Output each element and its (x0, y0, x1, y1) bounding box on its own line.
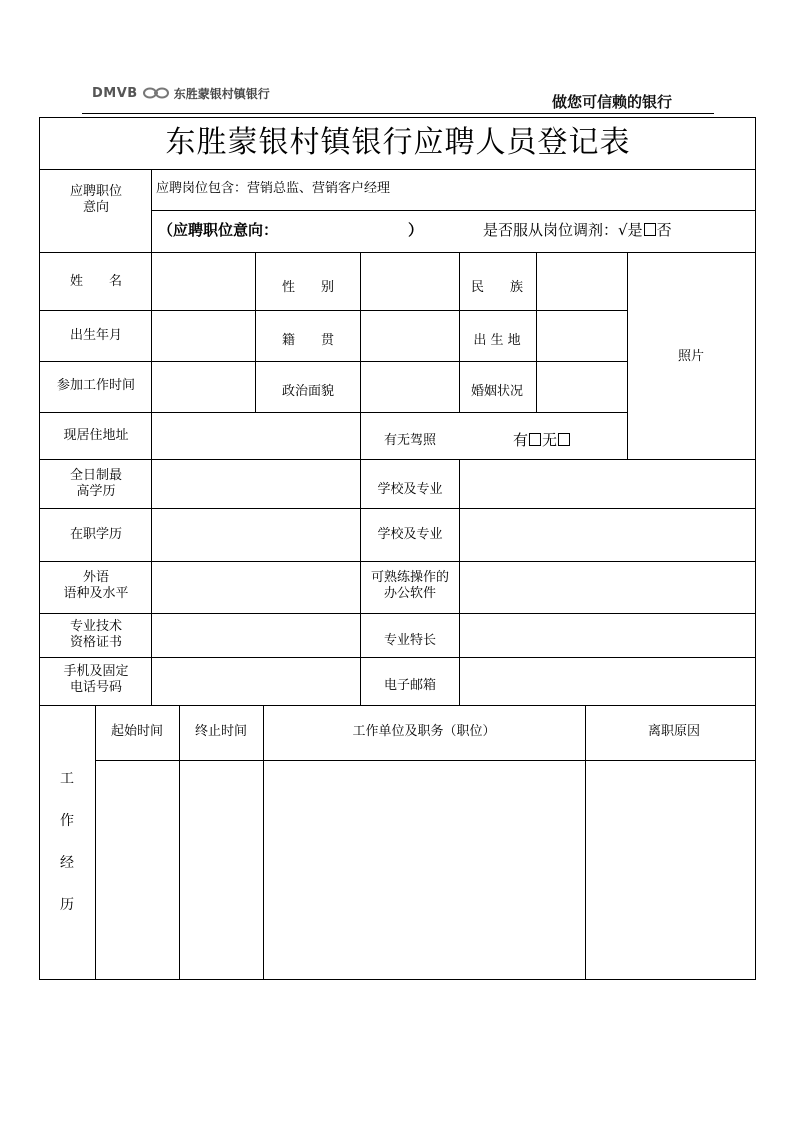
school-major-input-2[interactable] (460, 509, 755, 561)
column-employer-position: 工作单位及职务（职位） (352, 724, 496, 739)
license-no-label: 无 (542, 431, 558, 449)
political-status-label: 政治面貌 (281, 384, 335, 399)
license-no-checkbox[interactable] (558, 433, 570, 446)
reassign-question-text: 是否服从岗位调剂： (483, 221, 619, 239)
email-input[interactable] (460, 658, 755, 705)
phone-input[interactable] (152, 658, 360, 705)
end-time-input[interactable] (180, 761, 263, 979)
reassign-yes-label[interactable]: √是 (618, 221, 643, 239)
photo-box[interactable] (628, 253, 755, 459)
address-label: 现居住地址 (63, 428, 129, 443)
column-start-time: 起始时间 (110, 724, 164, 739)
license-yes-label: 有 (512, 431, 528, 449)
drivers-license-options (513, 432, 571, 448)
fulltime-education-line2: 高学历 (76, 484, 116, 499)
position-intent-label-line1: 应聘职位 (69, 184, 123, 199)
certificate-label (70, 619, 122, 651)
fulltime-education-label (70, 468, 122, 500)
name-label: 姓 名 (69, 274, 123, 289)
positions-included-text: 应聘岗位包含：营销总监、营销客户经理 (156, 181, 391, 196)
work-history-char-1: 工 (60, 771, 74, 787)
office-software-line1: 可熟练操作的 (370, 570, 450, 585)
logo-bank-name: 东胜蒙银村镇银行 (173, 86, 270, 101)
reassign-no-label: 否 (656, 221, 672, 239)
inservice-education-input[interactable] (152, 509, 360, 561)
native-place-label: 籍 贯 (281, 333, 335, 348)
native-place-input[interactable] (361, 311, 459, 361)
school-major-input-1[interactable] (460, 460, 755, 508)
work-start-input[interactable] (152, 362, 255, 412)
language-line1: 外语 (82, 570, 110, 585)
reassign-question (483, 222, 672, 238)
specialty-label: 专业特长 (383, 633, 437, 648)
birth-date-input[interactable] (152, 311, 255, 361)
birthplace-input[interactable] (537, 311, 627, 361)
work-history-char-4: 历 (60, 897, 74, 913)
column-leaving-reason: 离职原因 (647, 724, 701, 739)
position-intent-label-line2: 意向 (82, 200, 110, 215)
position-intent-label (70, 184, 122, 216)
intent-prompt: （应聘职位意向： (158, 221, 279, 239)
phone-label (63, 664, 128, 696)
drivers-license-label: 有无驾照 (383, 433, 437, 448)
leaving-reason-input[interactable] (586, 761, 755, 979)
school-major-label-1: 学校及专业 (377, 482, 443, 497)
marital-status-label: 婚姻状况 (470, 384, 524, 399)
office-software-line2: 办公软件 (383, 586, 437, 601)
school-major-label-2: 学校及专业 (377, 527, 443, 542)
language-input[interactable] (152, 562, 360, 613)
language-label (63, 570, 128, 602)
work-history-char-2: 作 (60, 813, 74, 829)
ethnicity-input[interactable] (537, 253, 627, 310)
marital-status-input[interactable] (537, 362, 627, 412)
logo-wordmark: DMVB (92, 85, 138, 101)
inservice-education-label: 在职学历 (69, 527, 123, 542)
fulltime-education-line1: 全日制最 (69, 468, 123, 483)
phone-line1: 手机及固定 (63, 664, 129, 679)
address-input[interactable] (152, 413, 360, 459)
office-software-label (371, 570, 449, 602)
gender-label: 性 别 (281, 280, 335, 295)
reassign-no-checkbox[interactable] (644, 223, 656, 236)
name-input[interactable] (152, 253, 255, 310)
email-label: 电子邮箱 (383, 678, 437, 693)
intent-close-paren: ） (408, 221, 424, 239)
column-end-time: 终止时间 (194, 724, 248, 739)
certificate-line2: 资格证书 (69, 635, 123, 650)
employer-position-input[interactable] (264, 761, 585, 979)
start-time-input[interactable] (96, 761, 179, 979)
office-software-input[interactable] (460, 562, 755, 613)
birthplace-label: 出 生 地 (473, 333, 521, 348)
specialty-input[interactable] (460, 614, 755, 657)
fulltime-education-input[interactable] (152, 460, 360, 508)
birth-date-label: 出生年月 (69, 328, 123, 343)
certificate-line1: 专业技术 (69, 619, 123, 634)
phone-line2: 电话号码 (69, 680, 123, 695)
form-title: 东胜蒙银村镇银行应聘人员登记表 (165, 125, 631, 160)
work-history-char-3: 经 (60, 855, 74, 871)
bank-slogan: 做您可信赖的银行 (552, 93, 673, 111)
language-line2: 语种及水平 (63, 586, 129, 601)
political-status-input[interactable] (361, 362, 459, 412)
intent-input-field[interactable] (309, 221, 419, 239)
license-yes-checkbox[interactable] (529, 433, 541, 446)
work-start-label: 参加工作时间 (56, 378, 136, 393)
gender-input[interactable] (361, 253, 459, 310)
certificate-input[interactable] (152, 614, 360, 657)
photo-placeholder: 照片 (677, 349, 705, 364)
ethnicity-label: 民 族 (470, 280, 524, 295)
